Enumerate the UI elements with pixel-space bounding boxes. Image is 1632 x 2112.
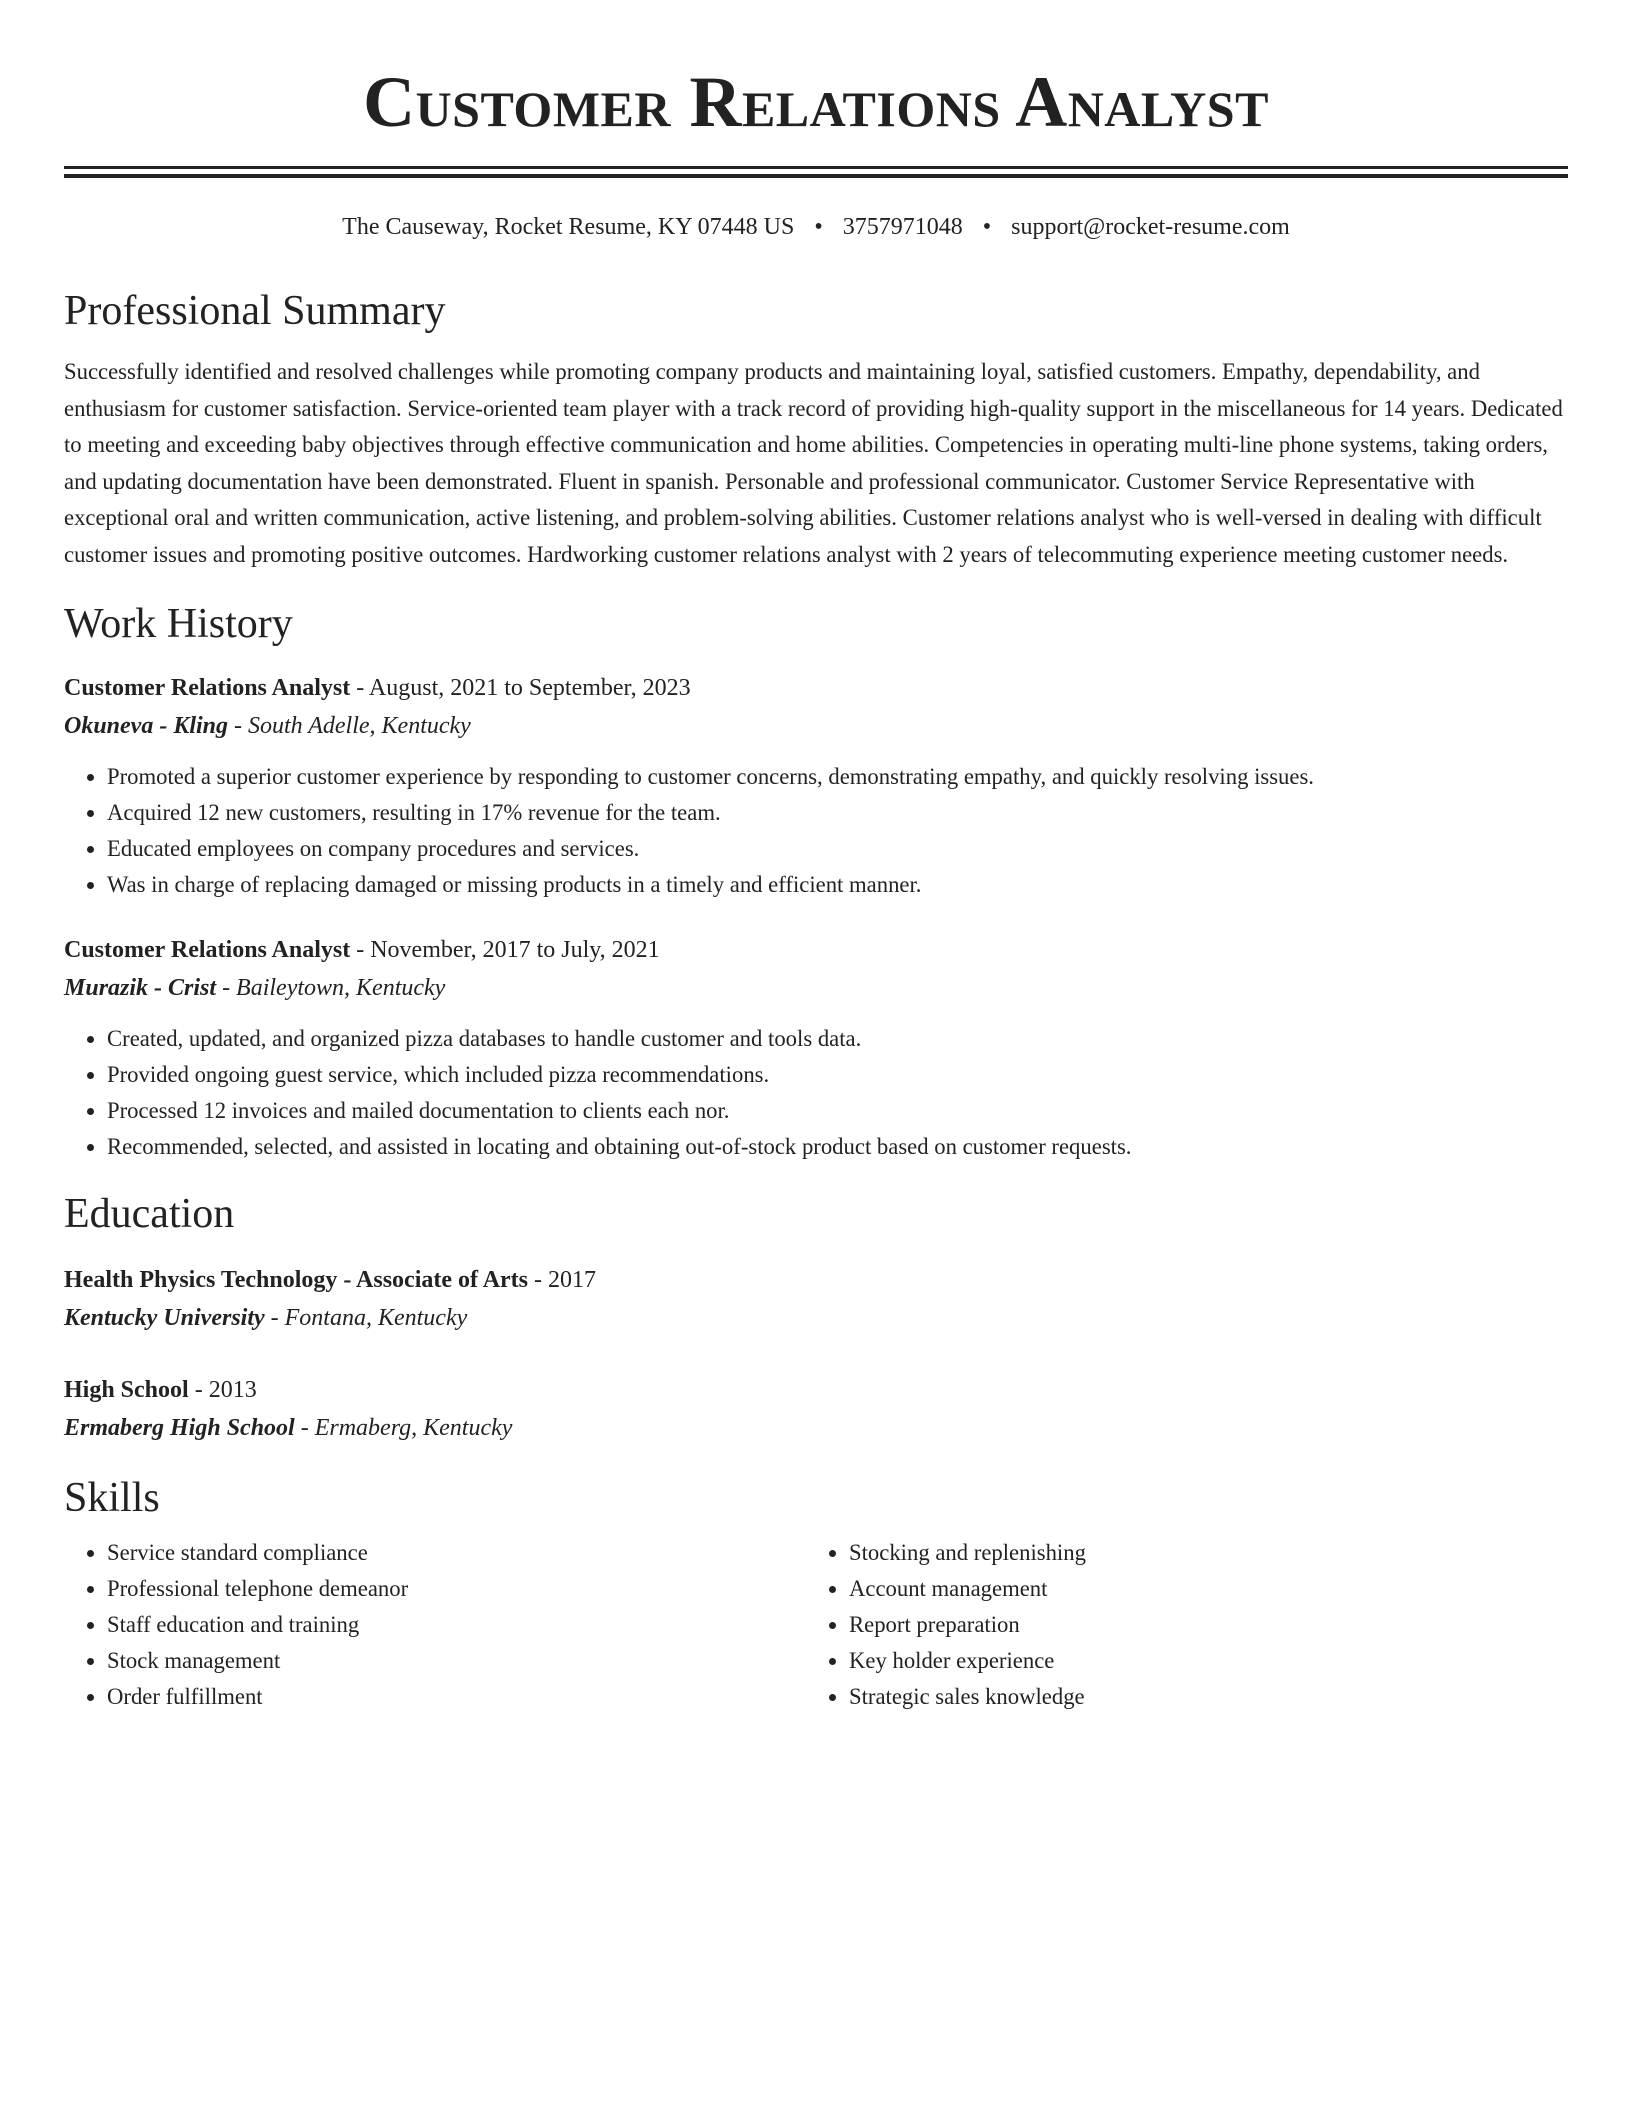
job-dates: - August, 2021 to September, 2023 bbox=[350, 675, 691, 701]
job-bullet: • Created, updated, and organized pizza databases to handle customer and tools data. bbox=[107, 1021, 1568, 1057]
job-employer: Okuneva - Kling bbox=[64, 713, 229, 739]
education-school: Ermaberg High School bbox=[64, 1415, 295, 1441]
education-degree: Health Physics Technology - Associate of Arts bbox=[64, 1267, 529, 1293]
job-employer-line bbox=[64, 969, 1568, 1007]
job-title-line bbox=[64, 669, 1568, 707]
skill-item: • Professional telephone demeanor bbox=[107, 1571, 806, 1607]
skills-column-right bbox=[806, 1535, 1548, 1715]
summary-text: Successfully identified and resolved challenges while promoting company products and maintaining loyal, satisfied customers. Empathy, dependability, and enthusiasm for customer satisfaction. Service-oriented team player with a track record of providing high-quality support in the miscellaneous for 14 years. Dedicated to meeting and exceeding baby objectives through effective communication and home abilities. Competencies in operating multi-line phone systems, taking orders, and updating documentation have been demonstrated. Fluent in spanish. Personable and professional communicator. Customer Service Representative with exceptional oral and written communication, active listening, and problem-solving abilities. Customer relations analyst who is well-versed in dealing with difficult customer issues and promoting positive outcomes. Hardworking customer relations analyst with 2 years of telecommuting experience meeting customer needs. bbox=[64, 359, 1563, 567]
education-degree-line bbox=[64, 1261, 1568, 1299]
job-title-line bbox=[64, 931, 1568, 969]
contact-separator: • bbox=[814, 214, 823, 240]
education-degree-line bbox=[64, 1371, 1568, 1409]
skill-item: • Key holder experience bbox=[849, 1643, 1548, 1679]
job-location: - South Adelle, Kentucky bbox=[228, 713, 471, 739]
job-bullet: • Provided ongoing guest service, which included pizza recommendations. bbox=[107, 1057, 1568, 1093]
skills-column-left bbox=[64, 1535, 806, 1715]
skill-item: • Stocking and replenishing bbox=[849, 1535, 1548, 1571]
skill-item: • Order fulfillment bbox=[107, 1679, 806, 1715]
skills-heading: Skills bbox=[64, 1475, 160, 1521]
job-bullets bbox=[64, 759, 1568, 903]
work-history-heading: Work History bbox=[64, 601, 293, 647]
education-degree: High School bbox=[64, 1377, 189, 1403]
resume-title: Customer Relations Analyst bbox=[363, 62, 1269, 142]
skill-item: • Strategic sales knowledge bbox=[849, 1679, 1548, 1715]
contact-line bbox=[64, 212, 1568, 242]
education-school-line bbox=[64, 1409, 1568, 1447]
education-year: - 2013 bbox=[188, 1377, 257, 1403]
job-role: Customer Relations Analyst bbox=[64, 937, 351, 963]
job-bullet: • Recommended, selected, and assisted in locating and obtaining out-of-stock product based on customer requests. bbox=[107, 1129, 1568, 1165]
skills-grid bbox=[64, 1535, 1568, 1715]
education-school-line bbox=[64, 1299, 1568, 1337]
education-location: - Ermaberg, Kentucky bbox=[294, 1415, 513, 1441]
job-bullet: • Acquired 12 new customers, resulting in 17% revenue for the team. bbox=[107, 795, 1568, 831]
job-bullet: • Educated employees on company procedures and services. bbox=[107, 831, 1568, 867]
job-entry bbox=[64, 931, 1568, 1165]
skill-item: • Stock management bbox=[107, 1643, 806, 1679]
job-bullet: • Processed 12 invoices and mailed documentation to clients each nor. bbox=[107, 1093, 1568, 1129]
education-heading: Education bbox=[64, 1191, 235, 1237]
skill-item: • Service standard compliance bbox=[107, 1535, 806, 1571]
job-bullet: • Was in charge of replacing damaged or missing products in a timely and efficient manner. bbox=[107, 867, 1568, 903]
skill-item: • Account management bbox=[849, 1571, 1548, 1607]
skill-item: • Report preparation bbox=[849, 1607, 1548, 1643]
job-employer-line bbox=[64, 707, 1568, 745]
job-dates: - November, 2017 to July, 2021 bbox=[350, 937, 660, 963]
job-bullet: • Promoted a superior customer experience by responding to customer concerns, demonstrating empathy, and quickly resolving issues. bbox=[107, 759, 1568, 795]
education-location: - Fontana, Kentucky bbox=[264, 1305, 468, 1331]
job-location: - Baileytown, Kentucky bbox=[216, 975, 446, 1001]
education-year: - 2017 bbox=[528, 1267, 597, 1293]
job-entry bbox=[64, 669, 1568, 903]
education-school: Kentucky University bbox=[64, 1305, 265, 1331]
education-entry bbox=[64, 1261, 1568, 1337]
contact-separator: • bbox=[982, 214, 992, 240]
job-bullets bbox=[64, 1021, 1568, 1165]
job-role: Customer Relations Analyst bbox=[64, 675, 351, 701]
summary-heading: Professional Summary bbox=[64, 288, 446, 334]
contact-email: support@rocket-resume.com bbox=[1011, 214, 1290, 240]
job-employer: Murazik - Crist bbox=[64, 975, 217, 1001]
contact-phone: 3757971048 bbox=[842, 214, 963, 240]
skill-item: • Staff education and training bbox=[107, 1607, 806, 1643]
education-entry bbox=[64, 1371, 1568, 1447]
contact-address: The Causeway, Rocket Resume, KY 07448 US bbox=[342, 214, 795, 240]
title-divider bbox=[64, 166, 1568, 178]
